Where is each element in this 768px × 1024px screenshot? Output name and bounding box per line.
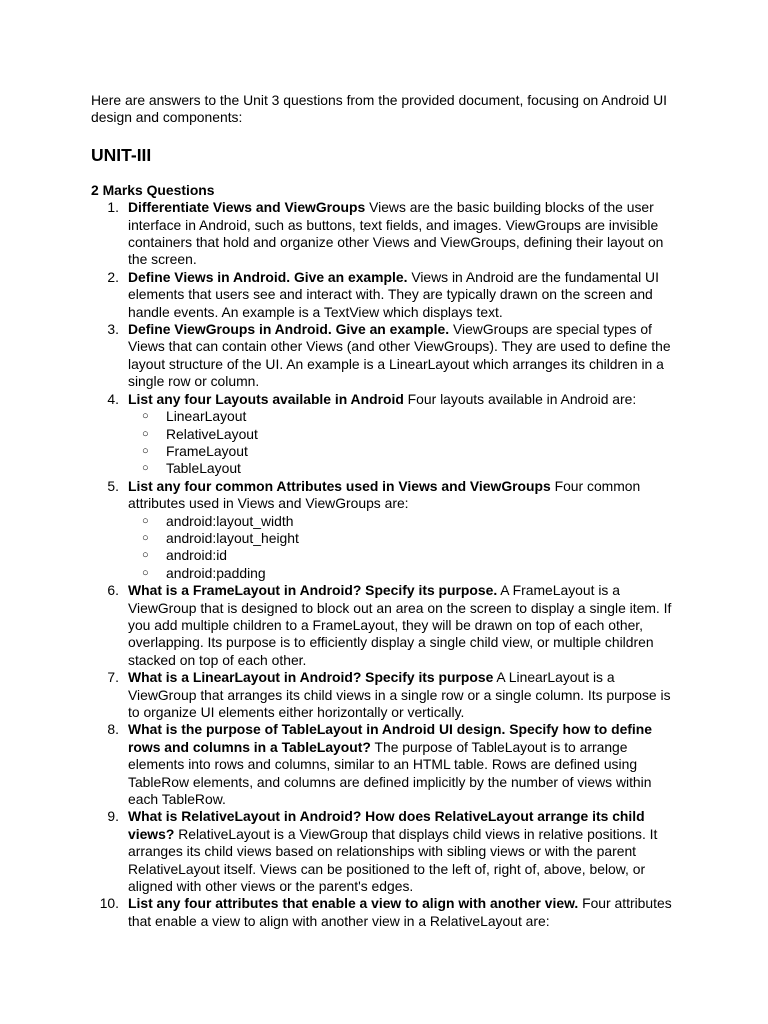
question-item <box>91 478 677 582</box>
intro-paragraph: Here are answers to the Unit 3 questions from the provided document, focusing on Android UI design and components: <box>91 92 668 126</box>
question-title: Define Views in Android. Give an example. <box>128 268 408 285</box>
question-title: List any four Layouts available in Android <box>128 390 404 407</box>
sublist-item-text: RelativeLayout <box>166 425 258 442</box>
question-answer: A LinearLayout is a ViewGroup that arranges its child views in a single row or a single column. Its purpose is to organize UI elements either horizontally or vertically. <box>128 669 671 720</box>
question-number: 3. <box>107 321 119 338</box>
unit-title: UNIT-III <box>91 144 152 165</box>
sublist-item <box>128 547 677 564</box>
question-number: 6. <box>107 582 119 599</box>
circle-bullet-icon: ○ <box>142 531 149 544</box>
answer-sublist <box>128 513 677 583</box>
question-item <box>91 895 677 930</box>
question-title: List any four attributes that enable a view to align with another view. <box>128 895 579 912</box>
sublist-item-text: FrameLayout <box>166 442 248 459</box>
circle-bullet-icon: ○ <box>142 427 149 440</box>
question-title: What is the purpose of TableLayout in Android UI design. Specify how to define rows and columns in a TableLayout? <box>128 721 653 755</box>
question-answer: Views in Android are the fundamental UI elements that users see and interact with. They are typically drawn on the screen and handle events. An example is a TextView which displays text. <box>128 268 659 320</box>
question-title: What is a FrameLayout in Android? Specify its purpose. <box>128 582 498 599</box>
question-number: 5. <box>107 477 119 494</box>
question-answer: Four attributes that enable a view to align with another view in a RelativeLayout are: <box>128 895 672 929</box>
circle-bullet-icon: ○ <box>142 566 149 579</box>
question-item <box>91 321 677 391</box>
question-item <box>91 669 677 721</box>
sublist-item <box>128 443 677 460</box>
sublist-item-text: android:layout_height <box>166 529 299 546</box>
sublist-item <box>128 530 677 547</box>
sublist-item <box>128 565 677 582</box>
question-title: What is a LinearLayout in Android? Specify its purpose <box>128 669 494 686</box>
question-number: 9. <box>107 808 119 825</box>
question-item <box>91 269 677 321</box>
question-item <box>91 582 677 669</box>
question-item <box>91 391 677 478</box>
question-answer: Views are the basic building blocks of the user interface in Android, such as buttons, text fields, and images. ViewGroups are invisible containers that hold and organize other Views and ViewGroups, defining their layout on the screen. <box>128 199 664 268</box>
circle-bullet-icon: ○ <box>142 444 149 457</box>
question-title: List any four common Attributes used in Views and ViewGroups <box>128 477 551 494</box>
question-item <box>91 199 677 269</box>
question-answer: Four common attributes used in Views and ViewGroups are: <box>128 477 641 512</box>
sublist-item <box>128 513 677 530</box>
question-answer: The purpose of TableLayout is to arrange elements into rows and columns, similar to an HTML table. Rows are defined using TableRow elements, and columns are defined implicitly by the number of views within each TableRow. <box>128 738 652 808</box>
sublist-item-text: android:id <box>166 547 228 564</box>
sublist-item-text: TableLayout <box>166 460 241 477</box>
question-number: 8. <box>107 721 119 738</box>
question-number: 7. <box>107 669 119 686</box>
circle-bullet-icon: ○ <box>142 549 149 562</box>
sublist-item-text: android:padding <box>166 564 266 581</box>
question-title: What is RelativeLayout in Android? How does RelativeLayout arrange its child views? <box>128 808 645 842</box>
question-item <box>91 721 677 808</box>
question-item <box>91 808 677 895</box>
circle-bullet-icon: ○ <box>142 462 149 475</box>
sublist-item <box>128 408 677 425</box>
sublist-item-text: LinearLayout <box>166 408 247 425</box>
question-number: 2. <box>107 268 119 285</box>
question-answer: RelativeLayout is a ViewGroup that displays child views in relative positions. It arranges its child views based on relationships with sibling views or with the parent RelativeLayout itself. Views can be positioned to the left of, right of, above, below, or aligned with other views or the parent's edges. <box>128 825 658 895</box>
answer-sublist <box>128 408 677 478</box>
document-page <box>91 92 677 930</box>
question-answer: ViewGroups are special types of Views that can contain other Views (and other ViewGroups). They are used to define the layout structure of the UI. An example is a LinearLayout which arranges its children in a single row or column. <box>128 321 671 390</box>
circle-bullet-icon: ○ <box>142 514 149 527</box>
sublist-item-text: android:layout_width <box>166 512 294 529</box>
question-answer: Four layouts available in Android are: <box>407 390 637 407</box>
circle-bullet-icon: ○ <box>142 410 149 423</box>
questions-list <box>91 199 677 930</box>
sublist-item <box>128 426 677 443</box>
question-number: 4. <box>107 390 119 407</box>
question-title: Define ViewGroups in Android. Give an example. <box>128 321 450 338</box>
question-number: 10. <box>99 895 119 912</box>
section-title: 2 Marks Questions <box>91 181 215 198</box>
sublist-item <box>128 460 677 477</box>
question-title: Differentiate Views and ViewGroups <box>128 199 366 216</box>
question-number: 1. <box>107 199 119 216</box>
question-answer: A FrameLayout is a ViewGroup that is designed to block out an area on the screen to display a single item. If you add multiple children to a FrameLayout, they will be drawn on top of each other, overlapping. Its purpose is to efficiently display a single child view, or multiple children stacked on top of each other. <box>128 582 672 668</box>
